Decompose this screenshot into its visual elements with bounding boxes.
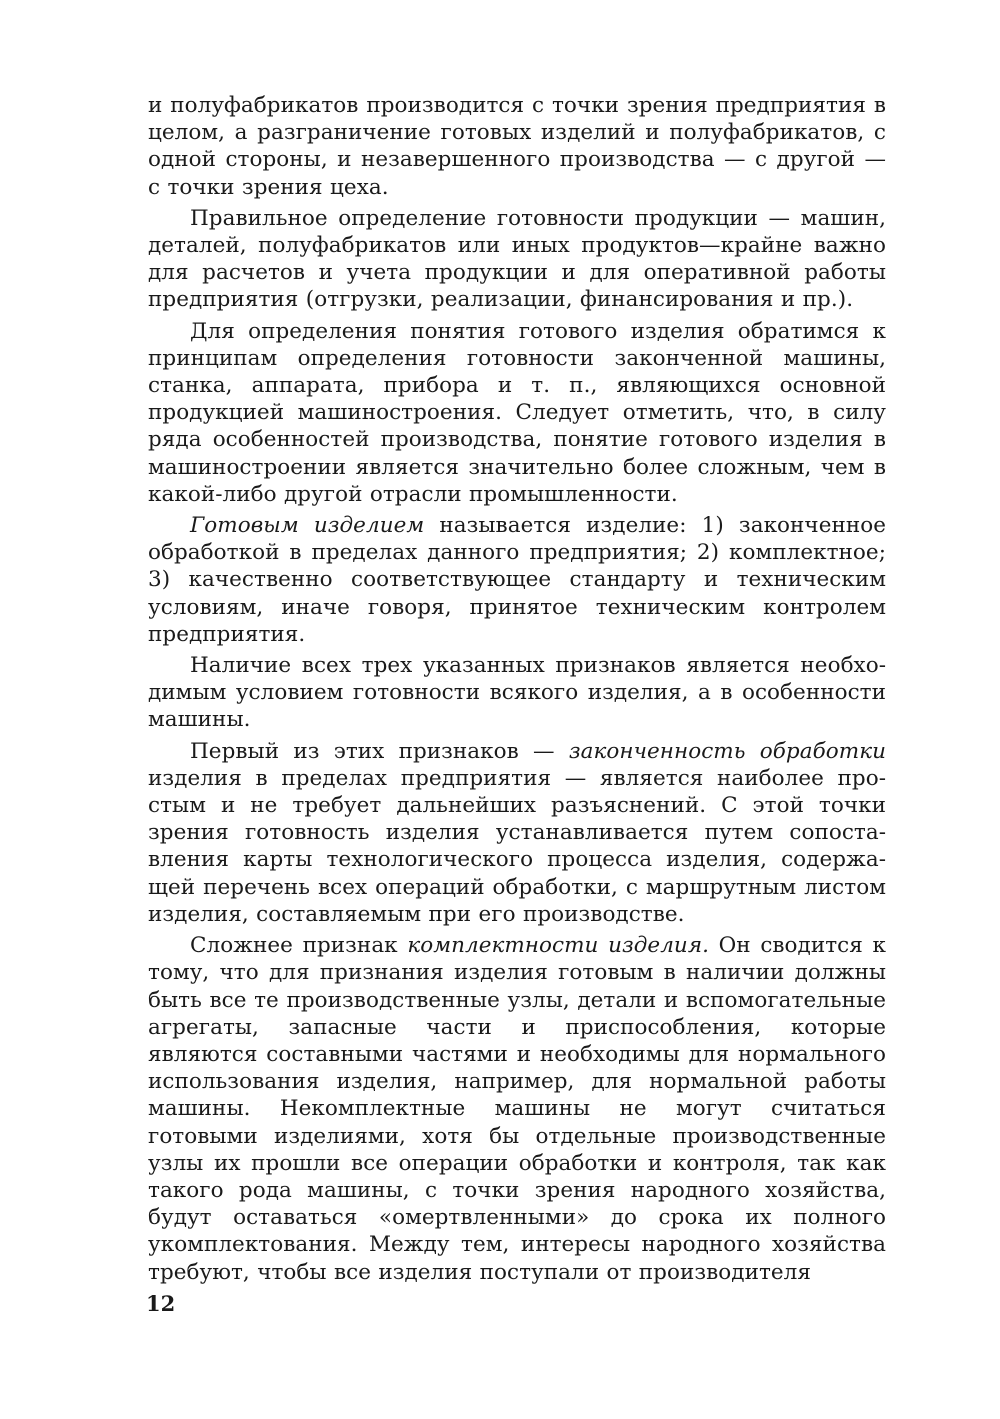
paragraph-7-emphasis: комплектности изделия. [407, 933, 709, 959]
paragraph-7 [148, 932, 886, 1286]
paragraph-7-after: Он сводится к тому, что для признания изделия готовым в наличии должны быть все те производственные узлы, детали и вспомогательные агрегаты, запасные части и приспособления, которые являются составными частями и необходимы для нормального использования изделия, например, для нормальной работы машины. Некомплектные машины не могут считаться готовыми изделиями, хотя бы отдельные производственные узлы их прошли все операции обработки и контроля, так как такого рода машины, с точки зрения народного хозяйства, будут оставаться «омертвленными» до срока их полного укомплектования. Между тем, интересы народного хозяйства требуют, чтобы все изделия поступали от производителя [148, 933, 886, 1285]
paragraph-1: и полуфабрикатов производится с точки зрения предприятия в целом, а разграничение готовых изделий и полуфабрикатов, с одной стороны, и незавершенного производства — с другой — с точки зрения цеха. [148, 93, 886, 200]
page-number: 12 [146, 1291, 176, 1316]
paragraph-6 [148, 738, 886, 928]
paragraph-2: Правильное определение готовности продукции — машин, деталей, полуфабрикатов или иных продуктов—крайне важно для расчетов и учета продукции и для оперативной работы предприятия (отгрузки, реализации, финансирования и пр.). [148, 205, 886, 313]
paragraph-5: Наличие всех трех указанных признаков является необходимым условием готовности всякого изделия, а в особенности машины. [148, 653, 886, 733]
paragraph-6-after: изделия в пределах предприятия — является наиболее простым и не требует дальнейших разъяснений. С этой точки зрения готовность изделия устанавливается путем сопоставления карты технологического процесса изделия, содержащей перечень всех операций обработки, с маршрутным листом изделия, составляемым при его производстве. [148, 765, 886, 927]
paragraph-6-emphasis: законченность обработки [568, 738, 886, 764]
paragraph-6-before: Первый из этих признаков — [190, 738, 569, 764]
paragraph-4-text: называется изделие: 1) законченное обработкой в пределах данного предприятия; 2) комплектное; 3) качественно соответствующее стандарту и техническим условиям, иначе говоря, принятое техническим контролем предприятия. [148, 513, 886, 647]
body-text [148, 92, 886, 1286]
paragraph-4 [148, 512, 886, 648]
paragraph-3: Для определения понятия готового изделия обратимся к принципам определения готовности законченной машины, станка, аппарата, прибора и т. п., являющихся основной продукцией машиностроения. Следует отметить, что, в силу ряда особенностей производства, понятие готового изделия в машиностроении является значительно более сложным, чем в какой-либо другой отрасли промышленности. [148, 318, 886, 507]
paragraph-7-before: Сложнее признак [190, 933, 408, 959]
paragraph-4-emphasis: Готовым изделием [190, 513, 425, 539]
